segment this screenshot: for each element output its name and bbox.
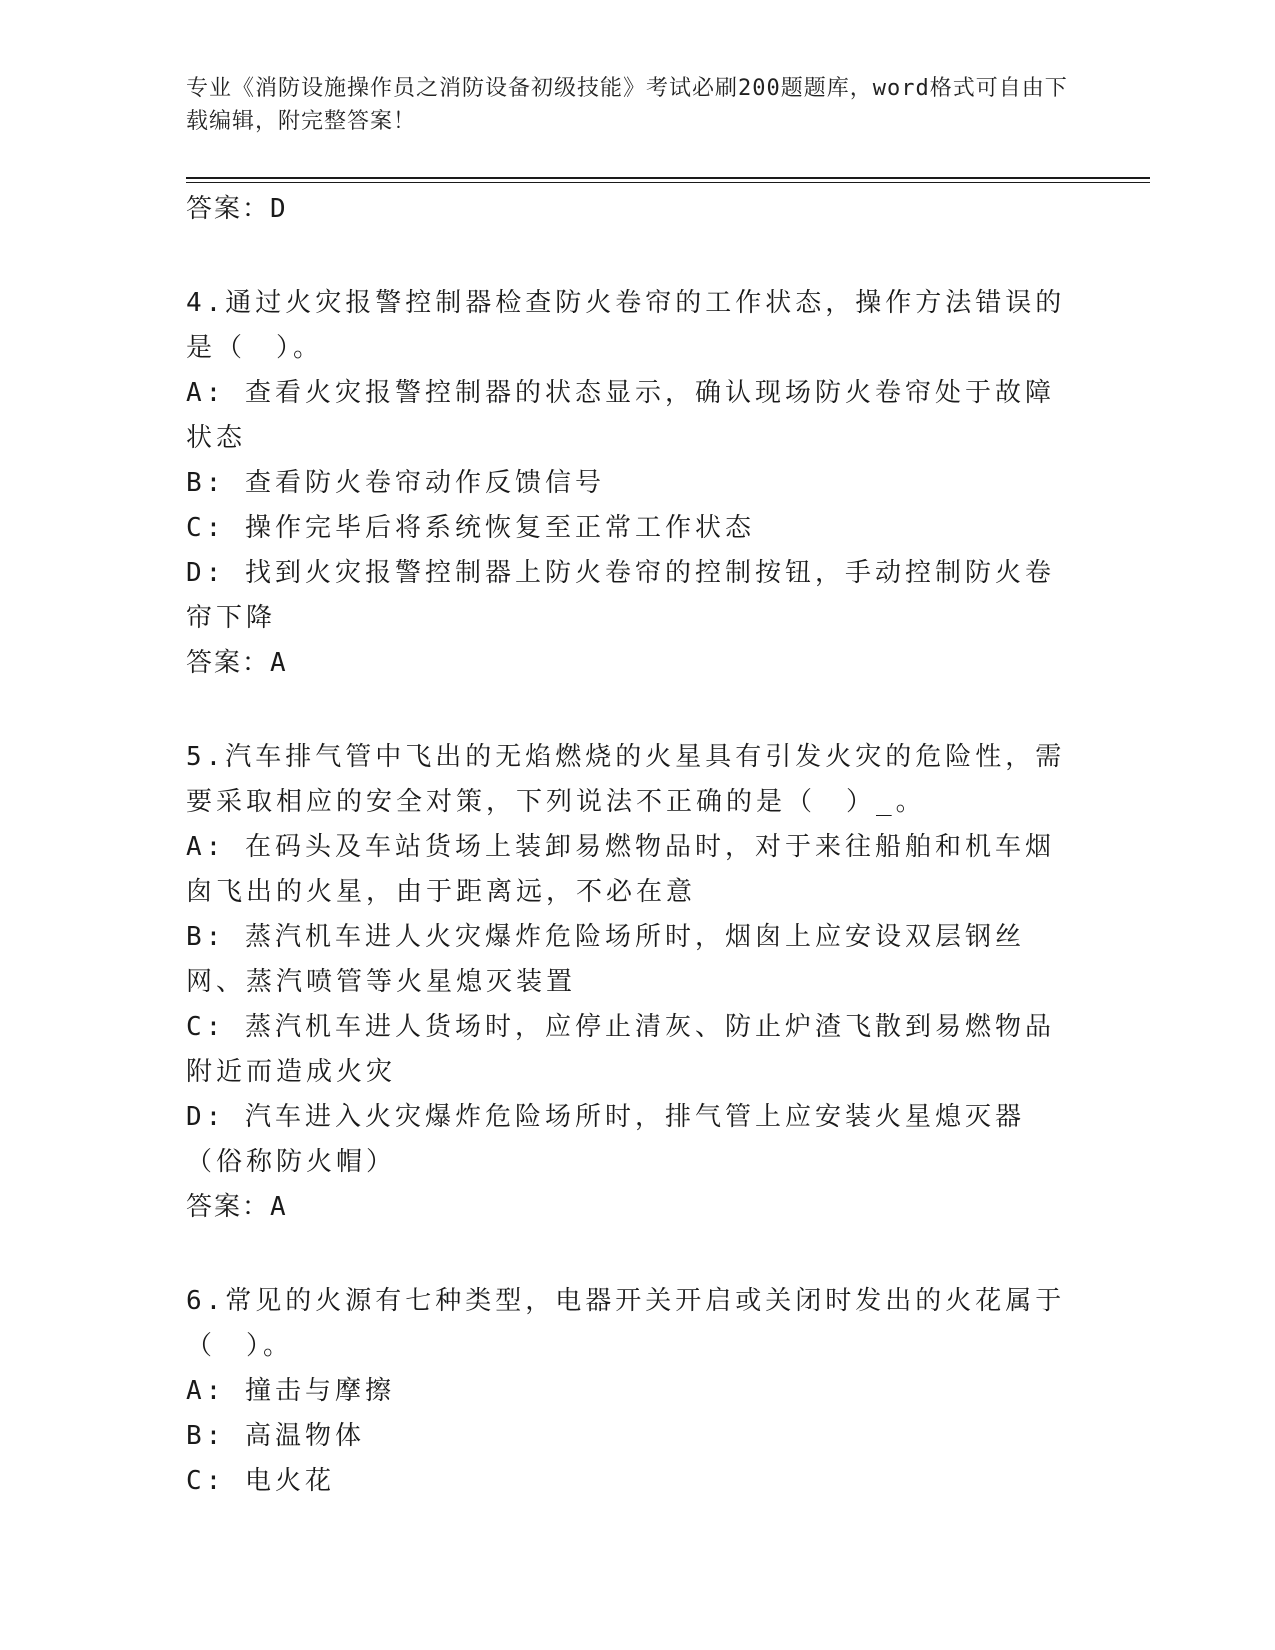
question-content <box>186 187 1076 1504</box>
option-c: C: 电火花 <box>186 1466 335 1496</box>
option-b: B: 高温物体 <box>186 1421 365 1451</box>
option-b: B: 查看防火卷帘动作反馈信号 <box>186 468 605 498</box>
question-answer: 答案：A <box>186 1192 288 1222</box>
question-answer: 答案：A <box>186 648 288 678</box>
spacer <box>186 231 1076 281</box>
header-divider-thin <box>186 182 1150 183</box>
option-a: A: 在码头及车站货场上装卸易燃物品时，对于来往船舶和机车烟囱飞出的火星，由于距离远，不必在意 <box>186 832 1055 907</box>
option-a: A: 查看火灾报警控制器的状态显示，确认现场防火卷帘处于故障状态 <box>186 378 1055 453</box>
question-6 <box>186 1279 1076 1504</box>
option-a: A: 撞击与摩擦 <box>186 1376 395 1406</box>
question-stem: 4.通过火灾报警控制器检查防火卷帘的工作状态，操作方法错误的是（ ）。 <box>186 288 1066 363</box>
page-header: 专业《消防设施操作员之消防设备初级技能》考试必刷200题题库，word格式可自由下载编辑，附完整答案！ <box>186 76 1068 134</box>
spacer <box>186 685 1076 735</box>
header-divider-thick <box>186 177 1150 179</box>
previous-answer: 答案：D <box>186 194 288 224</box>
option-b: B: 蒸汽机车进人火灾爆炸危险场所时，烟囱上应安设双层钢丝网、蒸汽喷管等火星熄灭装置 <box>186 922 1025 997</box>
question-stem: 5.汽车排气管中飞出的无焰燃烧的火星具有引发火灾的危险性，需要采取相应的安全对策，下列说法不正确的是（ ）_。 <box>186 742 1066 817</box>
question-stem: 6.常见的火源有七种类型，电器开关开启或关闭时发出的火花属于（ ）。 <box>186 1286 1066 1361</box>
option-c: C: 蒸汽机车进人货场时，应停止清灰、防止炉渣飞散到易燃物品附近而造成火灾 <box>186 1012 1055 1087</box>
question-4 <box>186 281 1076 685</box>
spacer <box>186 1229 1076 1279</box>
question-5 <box>186 735 1076 1229</box>
option-d: D: 汽车进入火灾爆炸危险场所时，排气管上应安装火星熄灭器（俗称防火帽） <box>186 1102 1025 1177</box>
option-c: C: 操作完毕后将系统恢复至正常工作状态 <box>186 513 755 543</box>
option-d: D: 找到火灾报警控制器上防火卷帘的控制按钮，手动控制防火卷帘下降 <box>186 558 1055 633</box>
